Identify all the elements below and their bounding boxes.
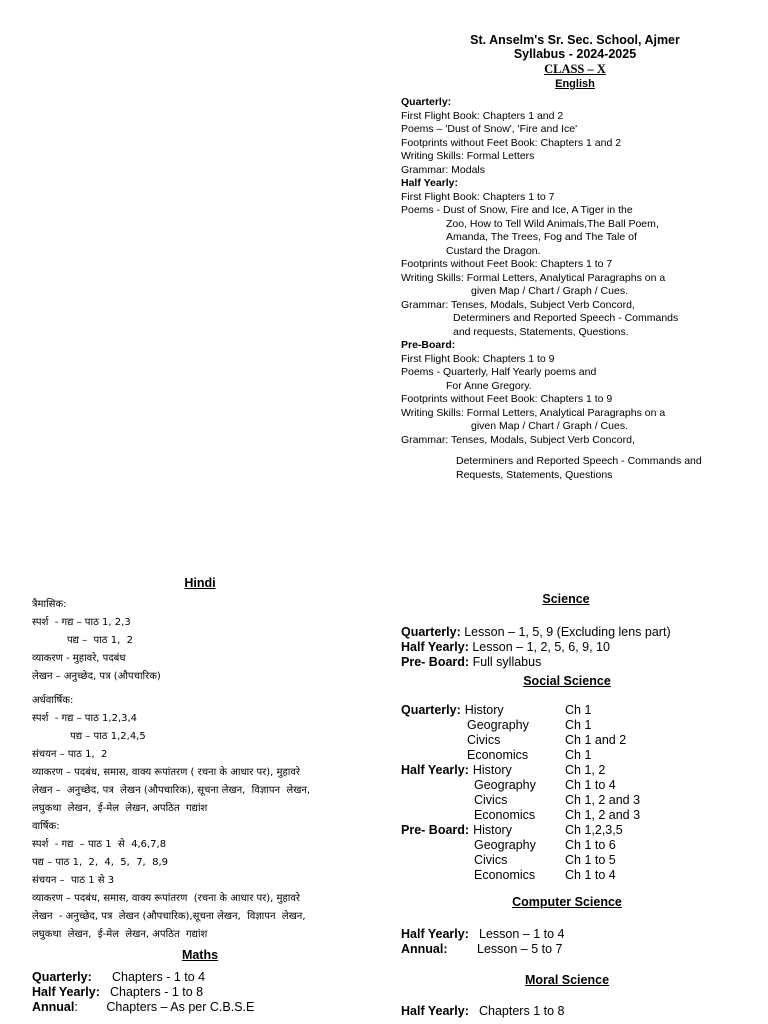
hindi-line: वार्षिक: (32, 821, 60, 832)
hindi-line: संचयन – पाठ 1 से 3 (32, 875, 115, 886)
computer-science-row: Annual: Lesson – 5 to 7 (401, 942, 563, 956)
english-line: First Flight Book: Chapters 1 to 7 (401, 190, 555, 203)
english-line: Poems – 'Dust of Snow', 'Fire and Ice' (401, 123, 578, 135)
social-science-row (401, 823, 761, 838)
english-line: Footprints without Feet Book: Chapters 1 to 7 (401, 258, 613, 270)
moral-science-row: Half Yearly: Chapters 1 to 8 (401, 1004, 565, 1018)
social-science-chapters: Ch 1 to 5 (565, 853, 616, 867)
computer-science-row: Half Yearly: Lesson – 1 to 4 (401, 927, 565, 941)
english-line: Pre-Board: (401, 339, 456, 351)
social-science-chapters: Ch 1 (565, 718, 592, 732)
english-line: Poems - Dust of Snow, Fire and Ice, A Tiger in the (401, 204, 633, 216)
social-science-chapters: Ch 1, 2 (565, 763, 606, 777)
social-science-row (401, 763, 761, 778)
social-science-term-subject: Geography (467, 718, 529, 732)
english-line: Quarterly: (401, 96, 452, 108)
science-title: Science (542, 592, 590, 606)
english-line: Footprints without Feet Book: Chapters 1 and 2 (401, 136, 622, 149)
moral-science-syllabus (401, 1004, 761, 1019)
social-science-row (401, 748, 761, 763)
social-science-row (401, 793, 761, 808)
hindi-line: स्पर्श - गद्य – पाठ 1,2,3,4 (32, 713, 138, 724)
english-syllabus (401, 96, 761, 482)
english-line: Writing Skills: Formal Letters, Analytical Paragraphs on a (401, 406, 666, 419)
social-science-term-subject: Civics (474, 853, 508, 867)
english-line: Grammar: Tenses, Modals, Subject Verb Concord, (401, 298, 635, 311)
science-row: Pre- Board: Full syllabus (401, 655, 542, 669)
syllabus-year: Syllabus - 2024-2025 (513, 47, 637, 61)
hindi-line: व्याकरण – पदबंध, समास, वाक्य रूपांतरण (रचना के आधार पर), मुहावरे (32, 893, 301, 904)
maths-row: Half Yearly: Chapters - 1 to 8 (32, 985, 204, 999)
english-line: Custard the Dragon. (446, 244, 541, 257)
social-science-term-subject: Economics (474, 868, 536, 882)
social-science-term-subject: Pre- Board: History (401, 823, 512, 837)
hindi-line: लघुकथा लेखन, ई-मेल लेखन, अपठित गद्यांश (32, 929, 208, 940)
social-science-chapters: Ch 1, 2 and 3 (565, 808, 641, 822)
english-line: Determiners and Reported Speech - Commands and (456, 455, 702, 467)
maths-title: Maths (181, 948, 219, 962)
social-science-title: Social Science (523, 674, 611, 688)
social-science-term-subject: Half Yearly: History (401, 763, 512, 777)
social-science-term-subject: Geography (474, 838, 536, 852)
english-line: given Map / Chart / Graph / Cues. (471, 285, 628, 297)
hindi-line: पद्य – पाठ 1, 2, 4, 5, 7, 8,9 (32, 857, 168, 868)
hindi-line: स्पर्श - गद्य – पाठ 1, 2,3 (32, 617, 131, 628)
social-science-term-subject: Civics (467, 733, 501, 747)
english-line: Amanda, The Trees, Fog and The Tale of (446, 231, 637, 243)
moral-science-title: Moral Science (524, 973, 610, 987)
social-science-chapters: Ch 1, 2 and 3 (565, 793, 641, 807)
science-row: Half Yearly: Lesson – 1, 2, 5, 6, 9, 10 (401, 640, 610, 654)
computer-science-syllabus (401, 927, 761, 957)
social-science-row (401, 718, 761, 733)
english-line: Requests, Statements, Questions (456, 468, 613, 481)
social-science-chapters: Ch 1 to 6 (565, 838, 616, 852)
maths-row: Annual: Chapters – As per C.B.S.E (32, 1000, 255, 1014)
social-science-term-subject: Economics (474, 808, 536, 822)
hindi-line: संचयन – पाठ 1, 2 (32, 749, 108, 760)
hindi-line: व्याकरण – पदबंध, समास, वाक्य रूपांतरण ( रचना के आधार पर), मुहावरे (32, 767, 301, 778)
hindi-title: Hindi (184, 576, 216, 590)
hindi-line: लेखन - अनुच्छेद, पत्र लेखन (औपचारिक),सूचना लेखन, विज्ञापन लेखन, (32, 911, 306, 922)
social-science-row (401, 853, 761, 868)
maths-syllabus (32, 970, 392, 1015)
english-line: Grammar: Modals (401, 163, 486, 176)
social-science-term-subject: Geography (474, 778, 536, 792)
social-science-chapters: Ch 1 to 4 (565, 868, 616, 882)
hindi-line: लघुकथा लेखन, ई-मेल लेखन, अपठित गद्यांश (32, 803, 208, 814)
english-line: For Anne Gregory. (446, 379, 532, 392)
hindi-line: व्याकरण - मुहावरे, पदबंध (32, 653, 126, 664)
computer-science-title: Computer Science (512, 895, 622, 909)
english-line: Footprints without Feet Book: Chapters 1 to 9 (401, 393, 613, 405)
english-line: Zoo, How to Tell Wild Animals,The Ball Poem, (446, 217, 659, 230)
social-science-term-subject: Civics (474, 793, 508, 807)
social-science-row (401, 778, 761, 793)
english-line: and requests, Statements, Questions. (453, 325, 629, 338)
maths-row: Quarterly: Chapters - 1 to 4 (32, 970, 206, 984)
class-title: CLASS – X (544, 62, 606, 76)
social-science-term-subject: Quarterly: History (401, 703, 504, 717)
social-science-chapters: Ch 1 and 2 (565, 733, 627, 747)
subject-english-title: English (555, 78, 595, 90)
english-line: Half Yearly: (401, 177, 459, 189)
school-name: St. Anselm's Sr. Sec. School, Ajmer (470, 33, 680, 47)
social-science-row (401, 868, 761, 883)
hindi-line: पद्य – पाठ 1, 2 (32, 635, 134, 646)
english-line: Poems - Quarterly, Half Yearly poems and (401, 366, 597, 378)
social-science-chapters: Ch 1 to 4 (565, 778, 616, 792)
social-science-syllabus (401, 703, 761, 883)
hindi-line: पद्य – पाठ 1,2,4,5 (32, 731, 146, 742)
social-science-row (401, 808, 761, 823)
science-row: Quarterly: Lesson – 1, 5, 9 (Excluding lens part) (401, 625, 671, 639)
header (440, 33, 710, 92)
social-science-chapters: Ch 1 (565, 703, 592, 717)
science-syllabus (401, 625, 761, 670)
hindi-line: लेखन – अनुच्छेद, पत्र लेखन (औपचारिक), सूचना लेखन, विज्ञापन लेखन, (32, 785, 311, 796)
hindi-line: लेखन – अनुच्छेद, पत्र (औपचारिक) (32, 671, 161, 682)
english-line: Writing Skills: Formal Letters, Analytical Paragraphs on a (401, 271, 666, 284)
social-science-chapters: Ch 1,2,3,5 (565, 823, 623, 837)
english-line: Determiners and Reported Speech - Commands (453, 312, 679, 324)
english-line (401, 447, 761, 455)
english-line: Writing Skills: Formal Letters (401, 150, 535, 162)
english-line: given Map / Chart / Graph / Cues. (471, 420, 628, 432)
english-line: Grammar: Tenses, Modals, Subject Verb Concord, (401, 433, 635, 446)
hindi-line: त्रैमासिक: (32, 599, 67, 610)
social-science-row (401, 733, 761, 748)
hindi-syllabus (32, 596, 372, 944)
hindi-line: अर्धवार्षिक: (32, 695, 74, 706)
hindi-line: स्पर्श - गद्य – पाठ 1 से 4,6,7,8 (32, 839, 167, 850)
social-science-term-subject: Economics (467, 748, 529, 762)
english-line: First Flight Book: Chapters 1 to 9 (401, 352, 555, 365)
social-science-row (401, 838, 761, 853)
english-line: First Flight Book: Chapters 1 and 2 (401, 109, 564, 122)
social-science-chapters: Ch 1 (565, 748, 592, 762)
social-science-row (401, 703, 761, 718)
